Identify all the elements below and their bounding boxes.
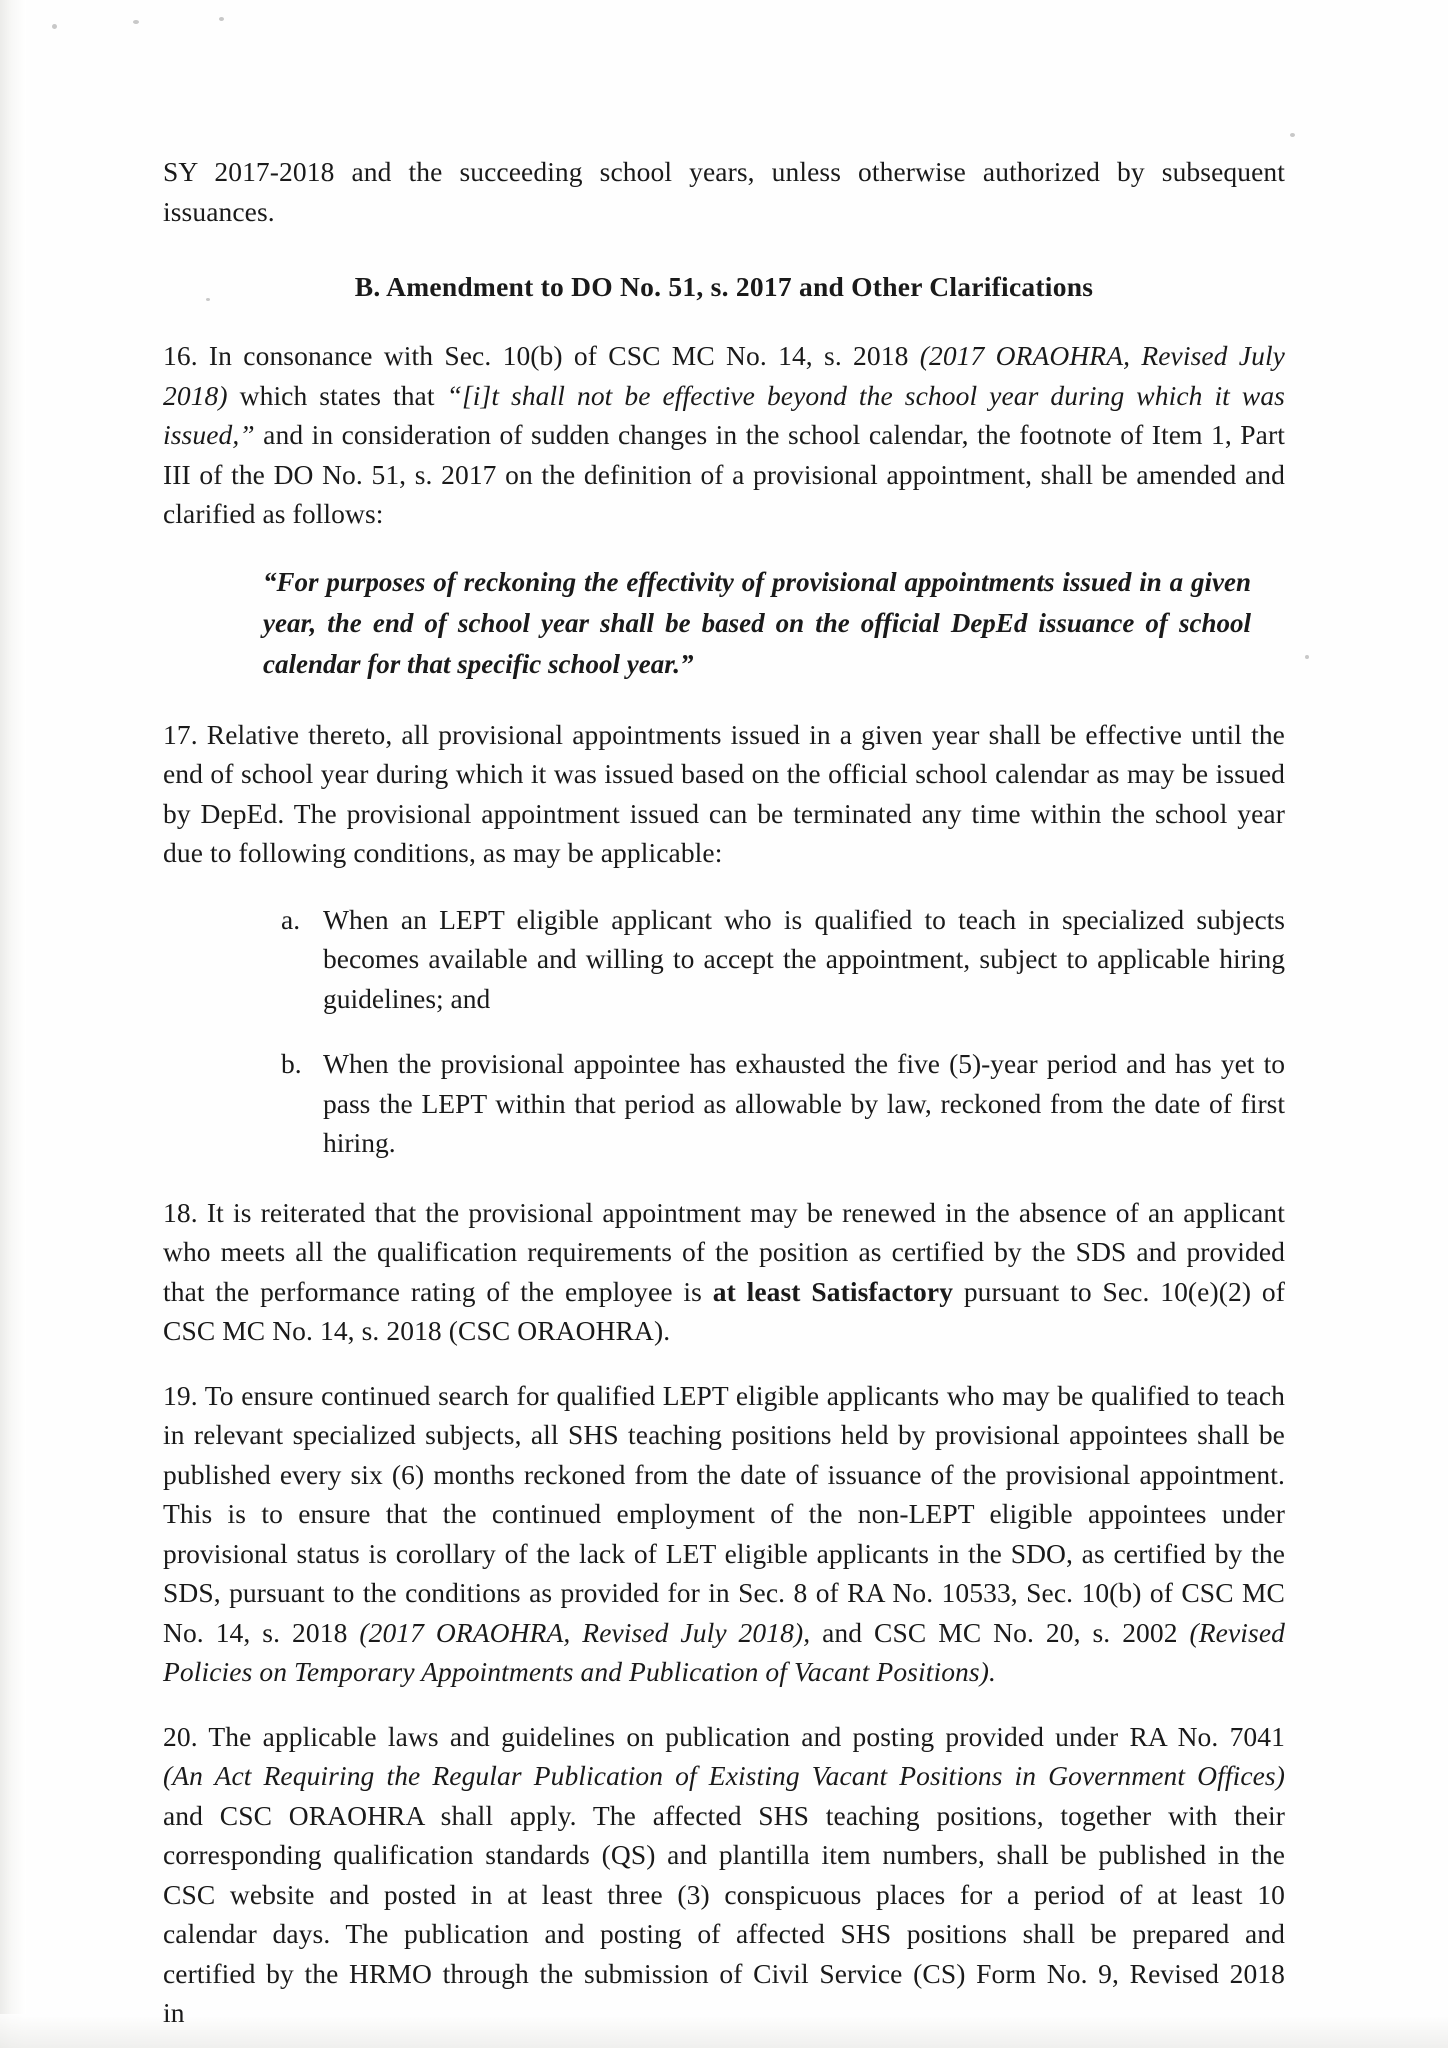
paragraph-20-part-1: 20. The applicable laws and guidelines on publication and posting provided under RA No. 7041 bbox=[163, 1720, 1285, 1752]
paragraph-18-part-3: pursuant to Sec. 10(e)(2) of CSC MC No. 14, s. 2018 (CSC ORAOHRA). bbox=[163, 1275, 1285, 1346]
continued-paragraph-line-2: subsequent issuances. bbox=[163, 156, 1285, 227]
continued-paragraph bbox=[163, 152, 1285, 231]
paragraph-16-part-3: which states that bbox=[227, 379, 447, 411]
paragraph-16-quoted-italic: “[i]t shall not be effective beyond the school year during which it was issued,” bbox=[163, 379, 1285, 450]
paragraph-19 bbox=[163, 1376, 1285, 1692]
paragraph-19-part-1: 19. To ensure continued search for qualified LEPT eligible applicants who may be qualified to teach in relevant specialized subjects, all SHS teaching positions held by provisional appointees shall be published every six (6) months reckoned from the date of issuance of the provisional appointment. This is to ensure that the continued employment of the non-LEPT eligible appointees under provisional status is corollary of the lack of LET eligible applicants in the SDO, as certified by the SDS, pursuant to the conditions as provided for in Sec. 8 of RA No. 10533, Sec. 10(b) of CSC MC No. 14, s. 2018 bbox=[163, 1379, 1285, 1648]
section-heading-b: B. Amendment to DO No. 51, s. 2017 and Other Clarifications bbox=[354, 271, 1094, 302]
list-item-marker: b. bbox=[281, 1048, 302, 1079]
paragraph-17: 17. Relative thereto, all provisional appointments issued in a given year shall be effective until the end of school year during which it was issued based on the official school calendar as may be issued by DepEd. The provisional appointment issued can be terminated any time within the school year due to following conditions, as may be applicable: bbox=[163, 718, 1285, 868]
paragraph-16-part-1: 16. In consonance with Sec. 10(b) of CSC MC No. 14, s. 2018 bbox=[163, 340, 920, 371]
paragraph-18-bold-phrase: at least Satisfactory bbox=[712, 1275, 954, 1307]
scan-speck bbox=[52, 24, 57, 29]
paragraph-16 bbox=[163, 336, 1285, 534]
document-body bbox=[163, 152, 1285, 2033]
paragraph-19-part-3: and CSC MC No. 20, s. 2002 bbox=[810, 1616, 1190, 1648]
paragraph-20-part-3: and CSC ORAOHRA shall apply. The affected SHS teaching positions, together with their corresponding qualification standards (QS) and plantilla item numbers, shall be published in the CSC website and posted in at least three (3) conspicuous places for a period of at least 10 calendar days. The publication and posting of affected SHS positions shall be prepared and certified by the HRMO through the submission of Civil Service (CS) Form No. 9, Revised 2018 in bbox=[163, 1799, 1285, 2028]
paragraph-16-part-5: and in consideration of sudden changes in the school calendar, the footnote of Item 1, Part III of the DO No. 51, s. 2017 on the definition of a provisional appointment, shall be amended and clarified as follows: bbox=[163, 419, 1285, 529]
paragraph-16-citation-italic: (2017 ORAOHRA, Revised July 2018) bbox=[163, 340, 1285, 411]
list-item-marker: a. bbox=[281, 903, 301, 935]
scan-speck bbox=[219, 17, 224, 21]
scan-speck bbox=[1305, 655, 1309, 659]
paragraph-20-citation-italic: (An Act Requiring the Regular Publication of Existing Vacant Positions in Government Offices) bbox=[163, 1760, 1285, 1791]
list-item-text: When the provisional appointee has exhausted the five (5)-year period and has yet to pass the LEPT within that period as allowable by law, reckoned from the date of first hiring. bbox=[323, 1048, 1285, 1158]
paragraph-19-citation-italic-1: (2017 ORAOHRA, Revised July 2018), bbox=[359, 1616, 811, 1648]
paragraph-20 bbox=[163, 1717, 1285, 2033]
scan-speck bbox=[1290, 133, 1295, 137]
list-item bbox=[163, 1044, 1285, 1163]
paragraph-18-part-1: 18. It is reiterated that the provisional appointment may be renewed in the absence of an applicant who meets all the qualification requirements of the position as certified by the SDS and provided that the performance rating of the employee is bbox=[163, 1196, 1285, 1307]
conditions-list bbox=[163, 900, 1285, 1163]
scan-speck bbox=[133, 20, 139, 24]
list-item-text: When an LEPT eligible applicant who is qualified to teach in specialized subjects becomes available and willing to accept the appointment, subject to applicable hiring guidelines; and bbox=[323, 903, 1285, 1014]
paragraph-19-citation-italic-2: (Revised Policies on Temporary Appointments and Publication of Vacant Positions). bbox=[163, 1616, 1285, 1687]
amendment-blockquote: “For purposes of reckoning the effectivity of provisional appointments issued in a given year, the end of school year shall be based on the official DepEd issuance of school calendar for that specific school year.” bbox=[263, 566, 1251, 679]
scan-edge-shadow-left bbox=[0, 0, 26, 2048]
list-item bbox=[163, 900, 1285, 1019]
continued-paragraph-line-1: SY 2017-2018 and the succeeding school years, unless otherwise authorized by bbox=[163, 156, 1145, 187]
paragraph-18 bbox=[163, 1193, 1285, 1351]
